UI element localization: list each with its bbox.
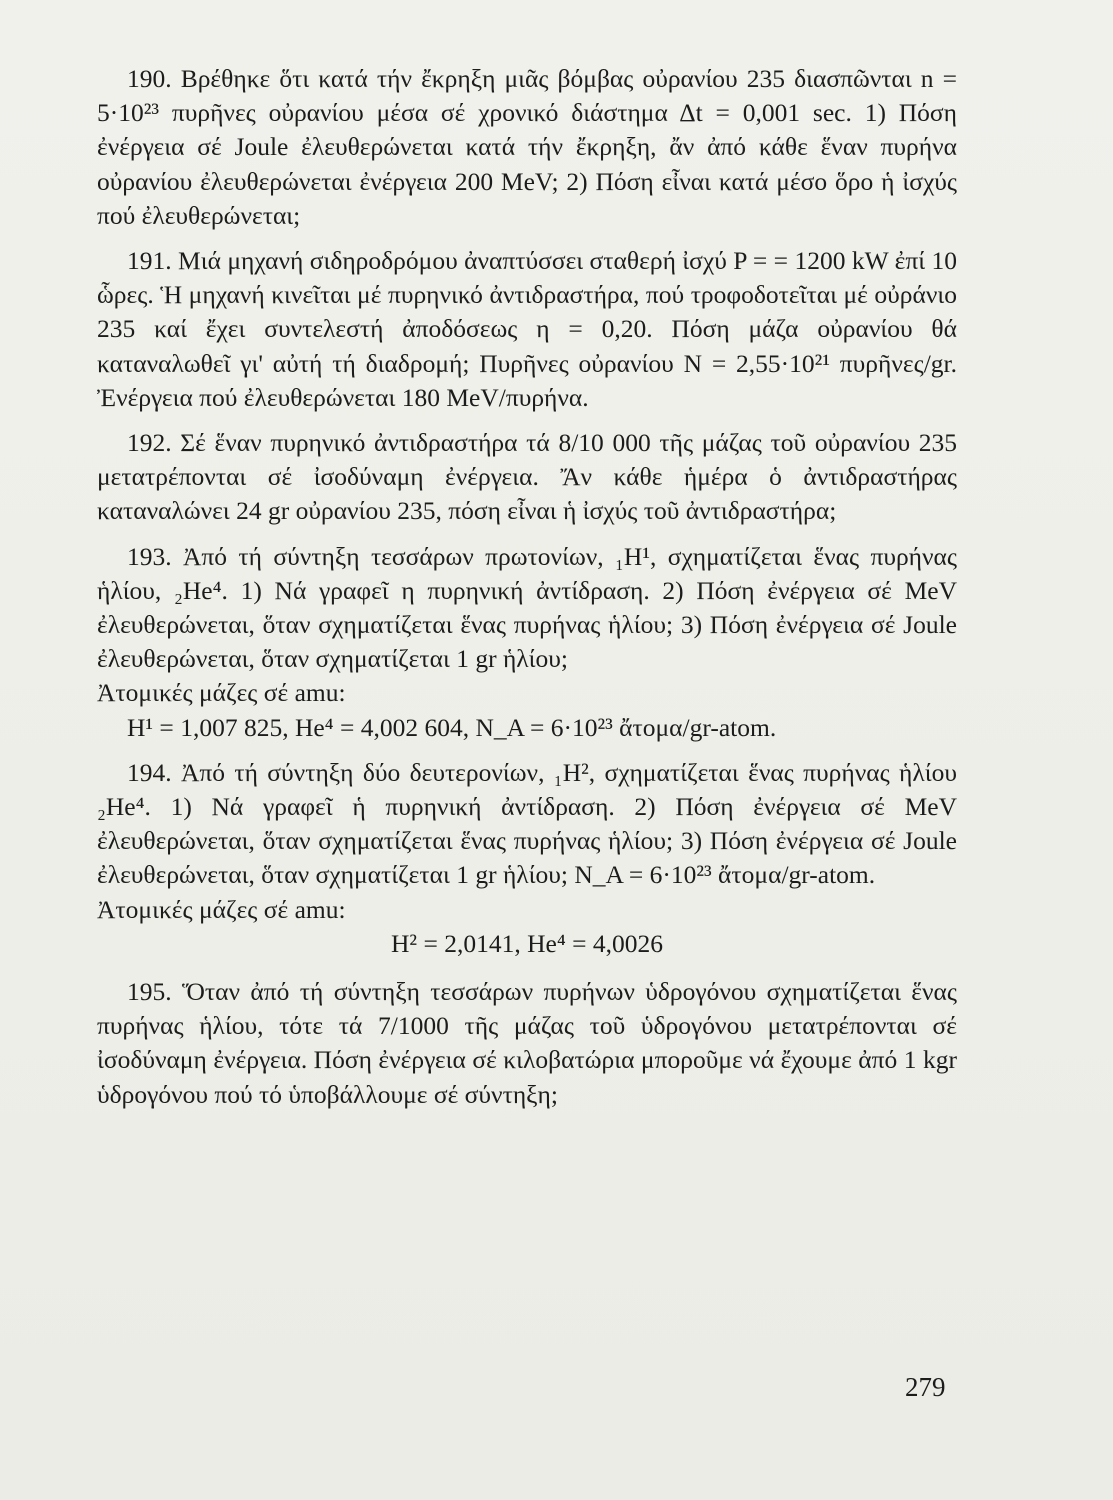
problem-191: 191. Μιά μηχανή σιδηροδρόμου ἀναπτύσσει σταθερή ἰσχύ P = = 1200 kW ἐπί 10 ὧρες. Ἡ μηχανή κινεῖται μέ πυρηνικό ἀντιδραστήρα, πού τροφοδοτεῖται μέ οὐράνιο 235 καί ἔχει συντελεστή ἀποδόσεως η = 0,20. Πόση μάζα οὐρανίου θά καταναλωθεῖ γι' αὐτή τή διαδρομή; Πυρῆνες οὐρανίου N = 2,55·10²¹ πυρῆνες/gr. Ἐνέργεια πού ἐλευθερώνεται 180 MeV/πυρήνα.	[97, 246, 957, 412]
problem-194: 194. Ἀπό τή σύντηξη δύο δευτερονίων, ₁H², σχηματίζεται ἕνας πυρήνας ἡλίου ₂He⁴. 1) Νά γραφεῖ ἡ πυρηνική ἀντίδραση. 2) Πόση ἐνέργεια σέ MeV ἐλευθερώνεται, ὅταν σχηματίζεται ἕνας πυρήνας ἡλίου; 3) Πόση ἐνέργεια σέ Joule ἐλευθερώνεται, ὅταν σχηματίζεται 1 gr ἡλίου; N_A = 6·10²³ ἄτομα/gr-atom.	[97, 757, 957, 890]
page-text	[97, 62, 957, 1123]
problem-195: 195. Ὅταν ἀπό τή σύντηξη τεσσάρων πυρήνων ὑδρογόνου σχηματίζεται ἕνας πυρήνας ἡλίου, τότε τά 7/1000 τῆς μάζας τοῦ ὑδρογόνου μετατρέπονται σέ ἰσοδύναμη ἐνέργεια. Πόση ἐνέργεια σέ κιλοβατώρια μποροῦμε νά ἔχουμε ἀπό 1 kgr ὑδρογόνου πού τό ὑποβάλλουμε σέ σύντηξη;	[97, 977, 957, 1109]
problem-193-masses-label: Ἀτομικές μάζες σέ amu:	[97, 678, 346, 708]
problem-193: 193. Ἀπό τή σύντηξη τεσσάρων πρωτονίων, ₁H¹, σχηματίζεται ἕνας πυρήνας ἡλίου, ₂He⁴. 1) Νά γραφεῖ η πυρηνική ἀντίδραση. 2) Πόση ἐνέργεια σέ MeV ἐλευθερώνεται, ὅταν σχηματίζεται ἕνας πυρήνας ἡλίου; 3) Πόση ἐνέργεια σέ Joule ἐλευθερώνεται, ὅταν σχηματίζεται 1 gr ἡλίου;	[97, 541, 957, 674]
problem-192: 192. Σέ ἕναν πυρηνικό ἀντιδραστήρα τά 8/10 000 τῆς μάζας τοῦ οὐρανίου 235 μετατρέπονται σέ ἰσοδύναμη ἐνέργεια. Ἄν κάθε ἡμέρα ὁ ἀντιδραστήρας καταναλώνει 24 gr οὐρανίου 235, πόση εἶναι ἡ ἰσχύς τοῦ ἀντιδραστήρα;	[97, 428, 957, 526]
problem-193-masses: H¹ = 1,007 825, He⁴ = 4,002 604, N_A = 6·10²³ ἄτομα/gr-atom.	[127, 712, 777, 742]
page-number: 279	[905, 1372, 946, 1402]
problem-194-masses: H² = 2,0141, He⁴ = 4,0026	[391, 928, 663, 958]
problem-194-masses-label: Ἀτομικές μάζες σέ amu:	[97, 894, 346, 924]
problem-190: 190. Βρέθηκε ὅτι κατά τήν ἔκρηξη μιᾶς βόμβας οὐρανίου 235 διασπῶνται n = 5·10²³ πυρῆνες οὐρανίου μέσα σέ χρονικό διάστημα Δt = 0,001 sec. 1) Πόση ἐνέργεια σέ Joule ἐλευθερώνεται κατά τήν ἔκρηξη, ἄν ἀπό κάθε ἕναν πυρήνα οὐρανίου ἐλευθερώνεται ἐνέργεια 200 MeV; 2) Πόση εἶναι κατά μέσο ὅρο ἡ ἰσχύς πού ἐλευθερώνεται;	[97, 64, 957, 230]
